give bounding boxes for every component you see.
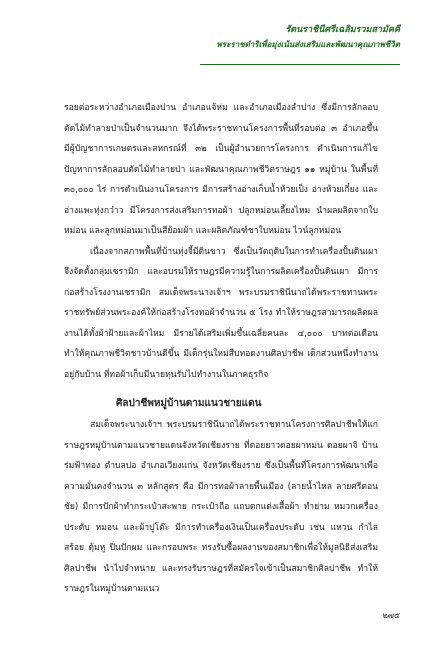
section-heading: ศิลปาชีพหมู่บ้านตามแนวชายแดน [116,398,262,409]
header-rule [200,64,400,65]
paragraph-ceramics: เนื่องจากสภาพพื้นที่บ้านทุ่งจี้มีดินขาว ซึ่งเป็นวัตถุดิบในการทำเครื่องปั้นดินเผา จึงจัดตั้งกลุ่มเซรามิก และอบรมให้ราษฎรมีความรู้ในการผลิตเครื่องปั้นดินเผา มีการก่อสร้างโรงงานเซรามิก สมเด็จพระนางเจ้าฯ พระบรมราชินีนาถได้พระราชทานพระราชทรัพย์ส่วนพระองค์ให้ก่อสร้างโรงทอผ้าจำนวน ๕ โรง ทำให้ราษฎรสามารถผลิตผลงานได้ทั้งผ้าฝ้ายและผ้าไหม มีรายได้เสริมเพิ่มขึ้นเฉลี่ยคนละ ๔,๐๐๐ บาทต่อเดือน ทำให้คุณภาพชีวิตชาวบ้านดีขึ้น มีเด็กรุ่นใหม่สืบทอดงานศิลปาชีพ เด็กส่วนหนึ่งทำงานอยู่กับบ้าน ที่ทอผ้าเก็บมีนายทุนรับไปทำงานในภาคธุรกิจ [64,246,378,380]
paragraph-continued: รอยต่อระหว่างอำเภอเมืองปาน อำเภอแจ้ห่ม และอำเภอเมืองลำปาง ซึ่งมีการลักลอบตัดไม้ทำลายป่าเป็นจำนวนมาก จึงได้พระราชทานโครงการพื้นที่รอบต่อ ๓ อำเภอขึ้น มีผู้บัญชาการเกษตรและสหกรณ์ที่ ๓๒ เป็นผู้อำนวยการโครงการ ดำเนินการแก้ไขปัญหาการลักลอบตัดไม้ทำลายป่า และพัฒนาคุณภาพชีวิตราษฎร ๑๑ หมู่บ้าน ในพื้นที่ ๓๐,๐๐๐ ไร่ การดำเนินงานโครงการ มีการสร้างอ่างเก็บน้ำห้วยเป็ง อ่างห้วยเกี๋ยง และอ่างแพะทุ่งกว๋าว มีโครงการส่งเสริมการทอผ้า ปลูกหม่อนเลี้ยงไหม นำผลผลิตจากใบหม่อน และลูกหม่อนมาเป็นสีย้อมผ้า และผลิตภัณฑ์ชาใบหม่อน ไวน์ลูกหม่อน [64,103,378,236]
header-title: รัตนราชินีศรีเฉลิมรวมสามัคคี [285,25,400,35]
page-number: ๒๗๕ [382,611,400,620]
paragraph-border-villages: สมเด็จพระนางเจ้าฯ พระบรมราชินีนาถได้พระราชทานโครงการศิลปาชีพให้แก่ราษฎรหมู่บ้านตามแนวชายแดนจังหวัดเชียงราย ที่ดอยยาวดอยผาหม่น ดอยผาจิ บ้านร่มฟ้าทอง ตำบลปอ อำเภอเวียงแก่น จังหวัดเชียงราย ซึ่งเป็นพื้นที่โครงการพัฒนาเพื่อความมั่นคงจำนวน ๓ หลักสูตร คือ มีการทอผ้าลายพื้นเมือง (ลายน้ำไหล ลายศรีดอนชัย) มีการปักผ้าทำกระเป๋าสะพาย กระเป๋าถือ แถบตกแต่งเสื้อผ้า ทำย่าม หมวกเครื่องประดับ หมอน และผ้าปูโต๊ะ มีการทำเครื่องเงินเป็นเครื่องประดับ เช่น แหวน กำไล สร้อย ตุ้มหู ปิ่นปักผม และกรอบพระ ทรงรับซื้อผลงานของสมาชิกเพื่อให้มูลนิธิส่งเสริมศิลปาชีพ นำไปจำหน่าย และทรงรับราษฎรที่สมัครใจเข้าเป็นสมาชิกศิลปาชีพ ทำให้ราษฎรในหมู่บ้านตามแนว [64,420,378,594]
body-text [64,98,378,600]
running-header [217,24,400,50]
header-subtitle: พระราชดำริเพื่อมุ่งเน้นส่งเสริมและพัฒนาคุณภาพชีวิต [216,39,400,49]
